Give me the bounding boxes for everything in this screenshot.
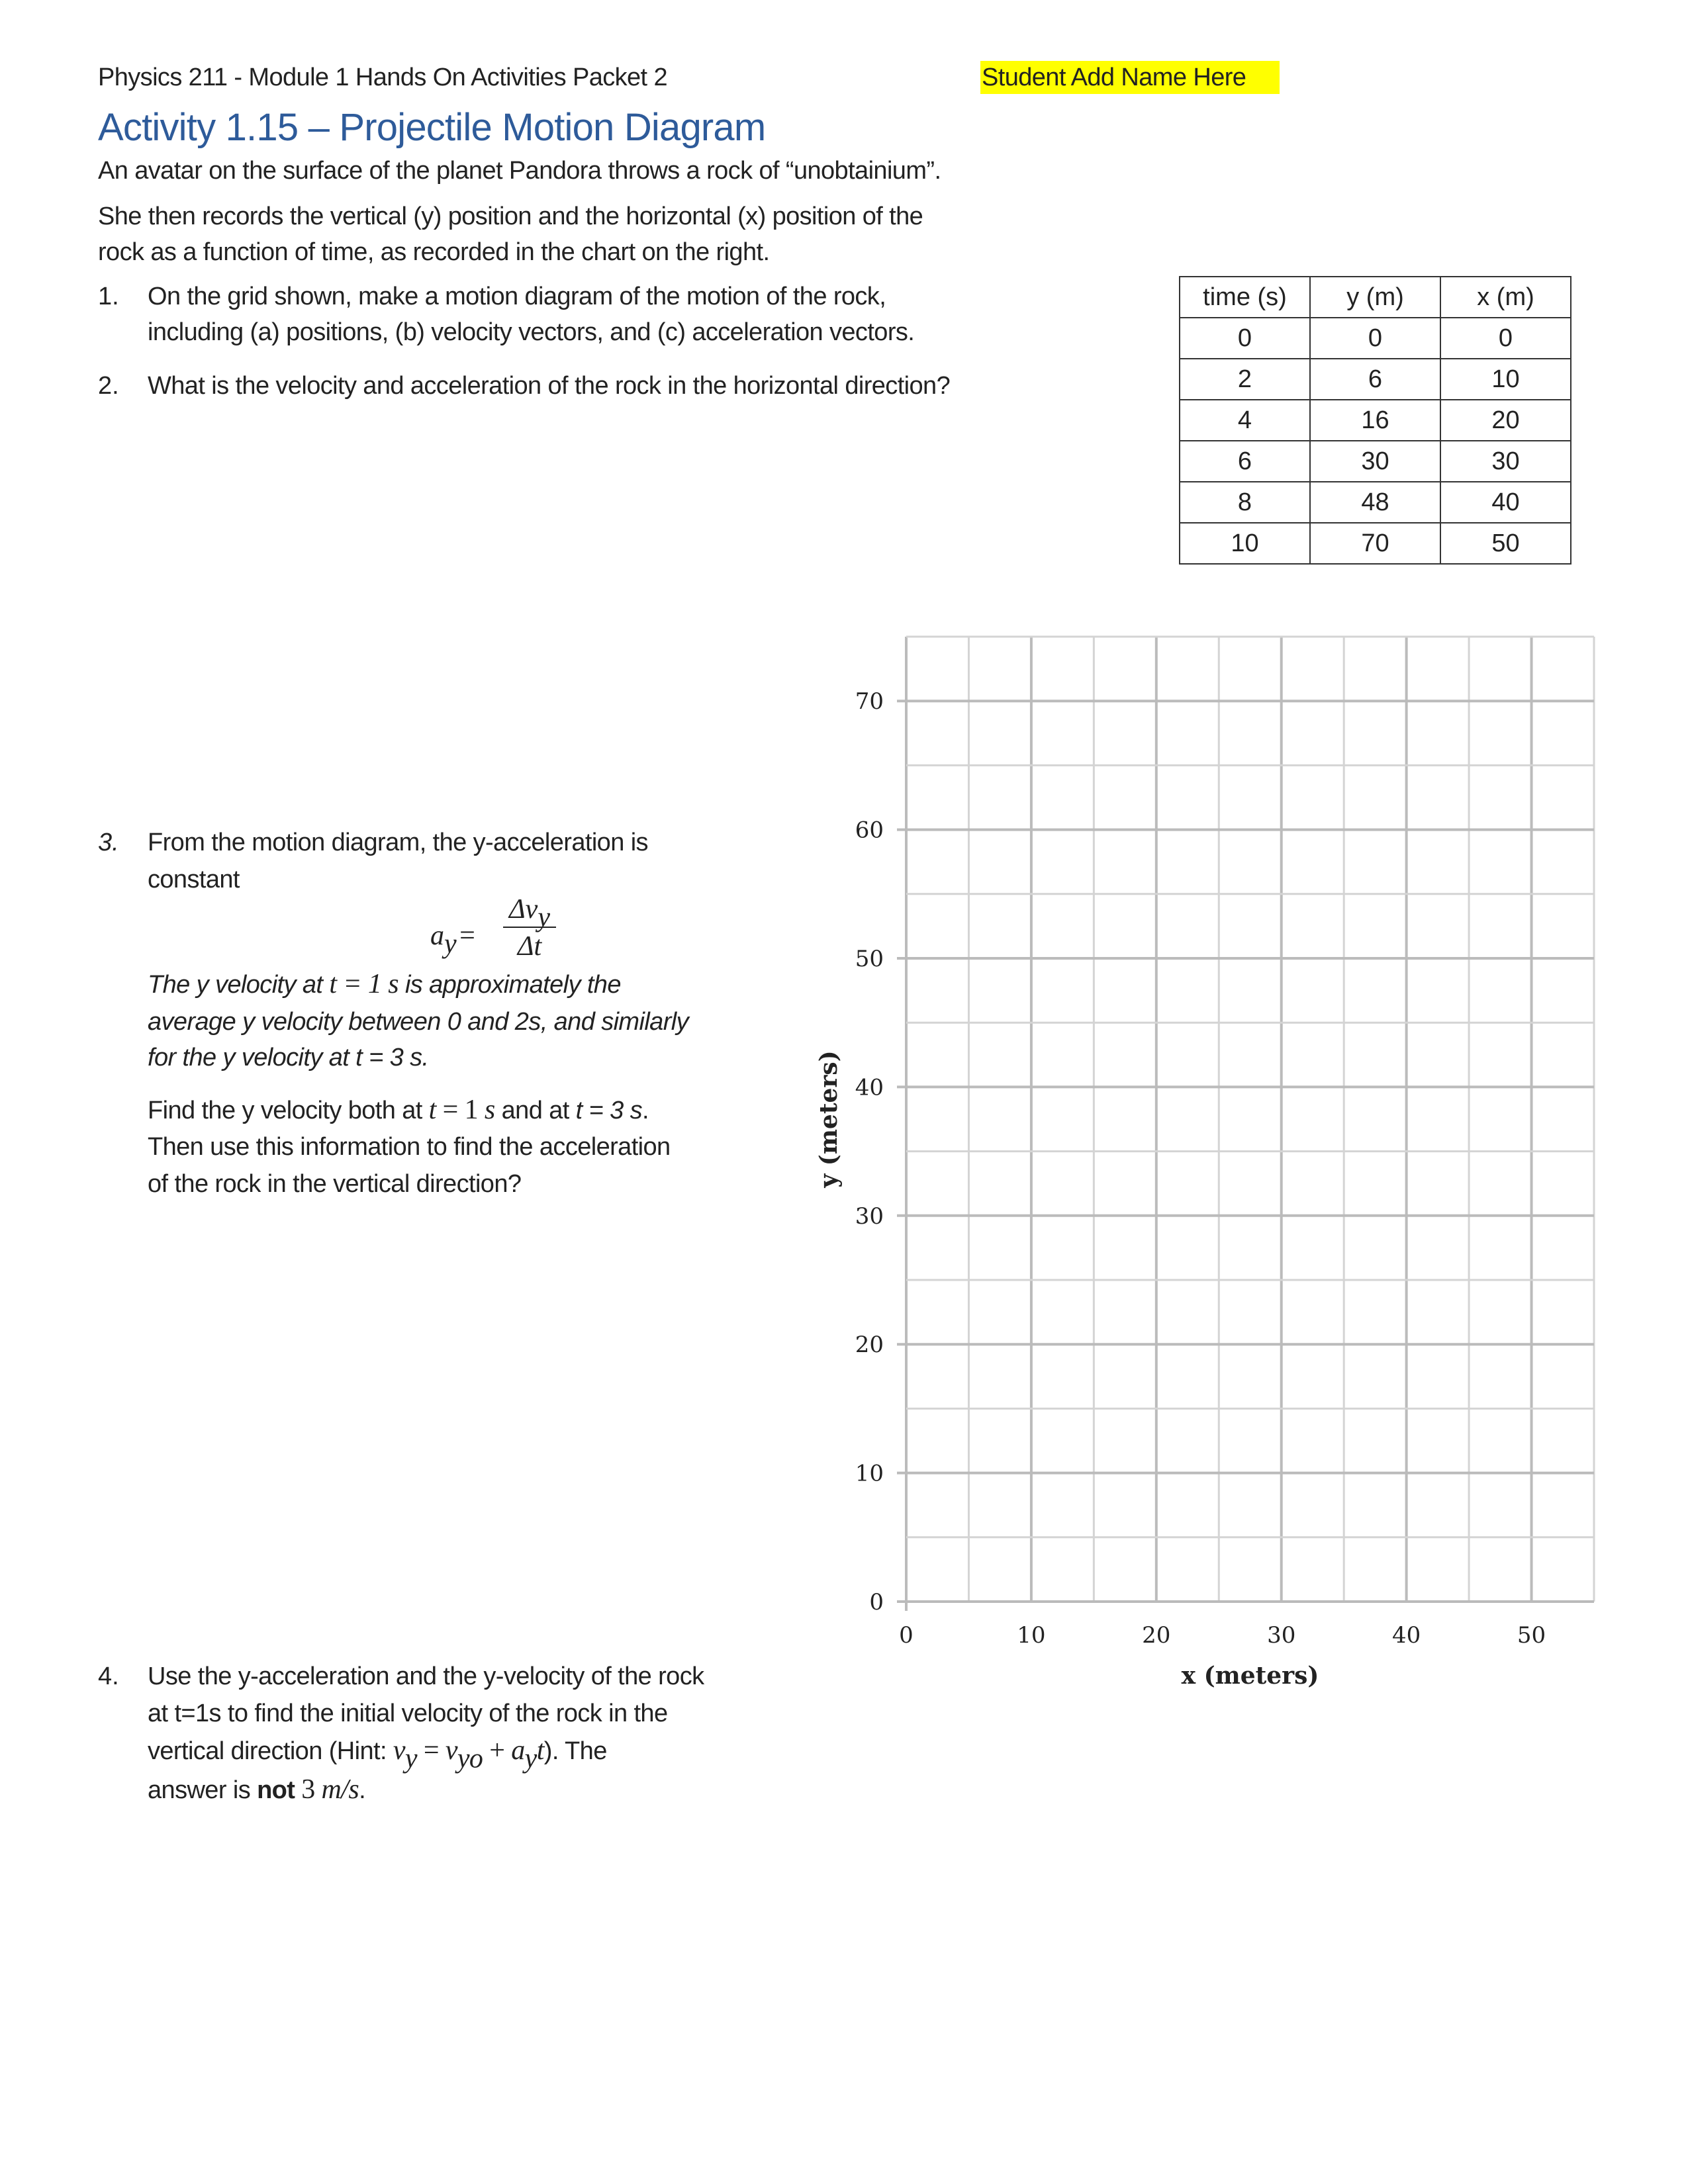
y-tick-label: 40 bbox=[855, 1074, 884, 1101]
cell: 0 bbox=[1180, 318, 1310, 359]
cell: 16 bbox=[1310, 400, 1440, 441]
y-tick-label: 10 bbox=[855, 1460, 884, 1487]
y-tick-label: 70 bbox=[855, 688, 884, 715]
formula-denominator: Δt bbox=[517, 931, 542, 962]
math: t bbox=[536, 1735, 544, 1766]
y-tick-label: 30 bbox=[855, 1203, 884, 1230]
text: and at bbox=[494, 1097, 576, 1124]
math: = bbox=[416, 1735, 445, 1766]
math: 3 bbox=[295, 1774, 322, 1805]
q3-italic-line-3: for the y velocity at t = 3 s. bbox=[148, 1044, 429, 1071]
q3-line-2: constant bbox=[148, 866, 240, 893]
cell: 40 bbox=[1440, 482, 1571, 523]
cell: 8 bbox=[1180, 482, 1310, 523]
q4-line-2: at t=1s to find the initial velocity of the rock in the bbox=[148, 1700, 668, 1727]
formula-numerator: Δv bbox=[509, 894, 538, 925]
formula-numerator-sub: y bbox=[538, 902, 550, 933]
x-tick-label: 0 bbox=[899, 1622, 914, 1649]
text: is approximately the bbox=[398, 971, 621, 999]
cell: 2 bbox=[1180, 359, 1310, 400]
math: y bbox=[524, 1743, 537, 1774]
q3-number: 3. bbox=[98, 829, 119, 856]
page-title: Activity 1.15 – Projectile Motion Diagram bbox=[98, 106, 766, 149]
q2-number: 2. bbox=[98, 372, 119, 400]
cell: 48 bbox=[1310, 482, 1440, 523]
y-tick-label: 50 bbox=[855, 946, 884, 972]
formula-lhs-sub: y bbox=[444, 929, 457, 960]
x-axis-title: x (meters) bbox=[1181, 1662, 1319, 1690]
q4-line-1: Use the y-acceleration and the y-velocity of the rock bbox=[148, 1662, 704, 1690]
q4-number: 4. bbox=[98, 1662, 119, 1690]
text: answer is bbox=[148, 1776, 258, 1804]
cell: 50 bbox=[1440, 523, 1571, 564]
math: yo bbox=[457, 1743, 483, 1774]
cell: 6 bbox=[1180, 441, 1310, 482]
text: . bbox=[359, 1776, 366, 1804]
text: Find the y velocity both at bbox=[148, 1097, 429, 1124]
math: v bbox=[393, 1735, 405, 1766]
text: The y velocity at bbox=[148, 971, 330, 999]
cell: 30 bbox=[1310, 441, 1440, 482]
q3-line-1: From the motion diagram, the y-acceleration is bbox=[148, 829, 648, 856]
math: s bbox=[388, 969, 399, 999]
intro-line-3: rock as a function of time, as recorded in the chart on the right. bbox=[98, 238, 770, 266]
q1-line-2: including (a) positions, (b) velocity vectors, and (c) acceleration vectors. bbox=[148, 318, 915, 346]
math: a bbox=[511, 1735, 525, 1766]
math: y bbox=[404, 1743, 417, 1774]
math: = 1 bbox=[336, 969, 389, 999]
math: = 1 bbox=[436, 1095, 485, 1125]
table-header: y (m) bbox=[1310, 277, 1440, 318]
y-axis-title: y (meters) bbox=[815, 1050, 843, 1188]
q1-number: 1. bbox=[98, 283, 119, 310]
x-tick-label: 40 bbox=[1392, 1622, 1421, 1649]
x-tick-label: 50 bbox=[1517, 1622, 1546, 1649]
table-header: time (s) bbox=[1180, 277, 1310, 318]
intro-line-1: An avatar on the surface of the planet Pandora throws a rock of “unobtainium”. bbox=[98, 157, 941, 185]
q3-find-line-2: Then use this information to find the acceleration bbox=[148, 1133, 671, 1161]
x-tick-label: 10 bbox=[1017, 1622, 1046, 1649]
text: . bbox=[642, 1097, 649, 1124]
cell: 20 bbox=[1440, 400, 1571, 441]
formula-lhs: a bbox=[430, 921, 444, 951]
intro-line-2: She then records the vertical (y) position and the horizontal (x) position of the bbox=[98, 203, 923, 230]
cell: 30 bbox=[1440, 441, 1571, 482]
bold-text: not bbox=[257, 1776, 295, 1804]
cell: 10 bbox=[1440, 359, 1571, 400]
y-tick-label: 20 bbox=[855, 1332, 884, 1359]
y-tick-label: 60 bbox=[855, 817, 884, 844]
x-tick-label: 20 bbox=[1142, 1622, 1171, 1649]
x-tick-label: 30 bbox=[1267, 1622, 1296, 1649]
q1-line-1: On the grid shown, make a motion diagram of the motion of the rock, bbox=[148, 283, 886, 310]
cell: 6 bbox=[1310, 359, 1440, 400]
course-header: Physics 211 - Module 1 Hands On Activities Packet 2 bbox=[98, 64, 668, 91]
math: t bbox=[428, 1095, 436, 1125]
math: s bbox=[484, 1095, 495, 1125]
cell: 0 bbox=[1310, 318, 1440, 359]
cell: 4 bbox=[1180, 400, 1310, 441]
text: ). The bbox=[543, 1737, 607, 1765]
table-header: x (m) bbox=[1440, 277, 1571, 318]
q3-italic-line-2: average y velocity between 0 and 2s, and similarly bbox=[148, 1008, 689, 1036]
cell: 0 bbox=[1440, 318, 1571, 359]
q2-line-1: What is the velocity and acceleration of the rock in the horizontal direction? bbox=[148, 372, 951, 400]
cell: 10 bbox=[1180, 523, 1310, 564]
text: t = 3 s bbox=[575, 1097, 642, 1124]
y-tick-label: 0 bbox=[869, 1589, 884, 1615]
math: + bbox=[483, 1735, 512, 1766]
math: t bbox=[329, 969, 337, 999]
q3-find-line-3: of the rock in the vertical direction? bbox=[148, 1170, 522, 1198]
cell: 70 bbox=[1310, 523, 1440, 564]
text: vertical direction (Hint: bbox=[148, 1737, 393, 1765]
math: v bbox=[445, 1735, 457, 1766]
formula-equals: = bbox=[459, 921, 475, 951]
math: m/s bbox=[321, 1774, 359, 1805]
student-name-field[interactable]: Student Add Name Here bbox=[982, 64, 1246, 91]
